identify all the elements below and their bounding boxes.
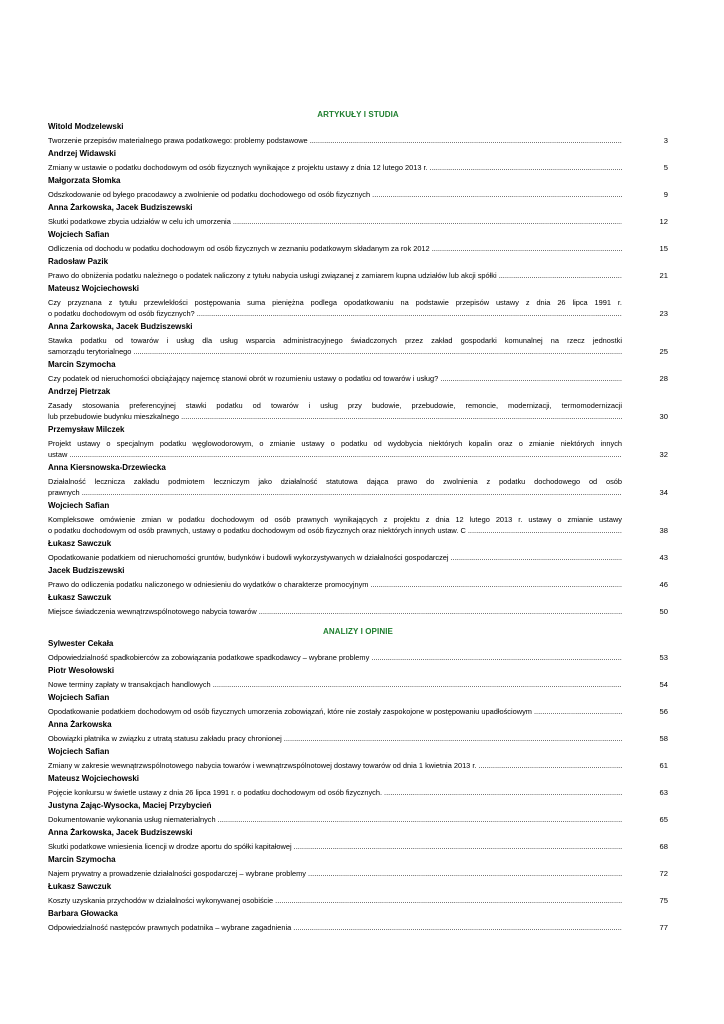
- entry-author: Marcin Szymocha: [48, 360, 116, 369]
- entry-title-line: Stawka podatku od towarów i usług dla usług wsparcia administracyjnego świadczonych przez zakład gospodarki komunalnej na rzecz jednostki: [48, 336, 622, 345]
- entry-title-line: samorządu terytorialnego .....: [48, 346, 622, 357]
- entry-title-line: Miejsce świadczenia wewnątrzwspólnotowego nabycia towarów .....: [48, 606, 622, 617]
- entry-author: Andrzej Pietrzak: [48, 387, 111, 396]
- entry-page-number: 75: [659, 896, 668, 905]
- entry-author: Łukasz Sawczuk: [48, 539, 112, 548]
- entry-author: Sylwester Cekała: [48, 639, 114, 648]
- section-heading: ARTYKUŁY I STUDIA: [317, 110, 399, 119]
- entry-title-line: o podatku dochodowym od osób fizycznych? .....: [48, 308, 622, 319]
- entry-page-number: 15: [659, 244, 668, 253]
- entry-page-number: 53: [659, 653, 668, 662]
- entry-title-line: Tworzenie przepisów materialnego prawa podatkowego: problemy podstawowe .....: [48, 135, 622, 146]
- entry-page-number: 21: [659, 271, 668, 280]
- entry-page-number: 5: [663, 163, 668, 172]
- entry-author: Anna Żarkowska, Jacek Budziszewski: [48, 203, 193, 212]
- entry-page-number: 61: [659, 761, 668, 770]
- entry-author: Radosław Pazik: [48, 257, 109, 266]
- entry-page-number: 34: [659, 488, 668, 497]
- entry-title-line: o podatku dochodowym od osób prawnych, ustawy o podatku dochodowym od osób fizycznych oraz niektórych innych ustaw. C .....: [48, 525, 622, 536]
- entry-author: Wojciech Safian: [48, 230, 110, 239]
- entry-author: Przemysław Milczek: [48, 425, 125, 434]
- entry-page-number: 68: [659, 842, 668, 851]
- entry-page-number: 30: [659, 412, 668, 421]
- entry-page-number: 3: [663, 136, 668, 145]
- entry-title-line: Zasady stosowania preferencyjnej stawki podatku od towarów i usług przy budowie, przebudowie, remoncie, modernizacji, termomodernizacji: [48, 401, 622, 410]
- entry-page-number: 28: [659, 374, 668, 383]
- entry-author: Mateusz Wojciechowski: [48, 284, 139, 293]
- entry-author: Małgorzata Słomka: [48, 176, 121, 185]
- entry-title-line: Dokumentowanie wykonania usług niematerialnych .....: [48, 814, 622, 825]
- entry-title-line: Odszkodowanie od byłego pracodawcy a zwolnienie od podatku dochodowego od osób fizycznych .....: [48, 189, 622, 200]
- entry-author: Wojciech Safian: [48, 501, 110, 510]
- entry-page-number: 46: [659, 580, 668, 589]
- section-heading: ANALIZY I OPINIE: [323, 627, 393, 636]
- entry-title-line: Nowe terminy zapłaty w transakcjach handlowych .....: [48, 679, 622, 690]
- entry-title-line: Czy podatek od nieruchomości obciążający najemcę stanowi obrót w rozumieniu ustawy o podatku od towarów i usług? .....: [48, 373, 622, 384]
- entry-title-line: Najem prywatny a prowadzenie działalności gospodarczej – wybrane problemy .....: [48, 868, 622, 879]
- entry-title-line: Prawo do odliczenia podatku naliczonego w odniesieniu do wydatków o charakterze promocyjnym .....: [48, 579, 622, 590]
- entry-title-line: Opodatkowanie podatkiem dochodowym od osób fizycznych umorzenia zobowiązań, które nie zostały zaspokojone w postępowaniu upadłościowym .....: [48, 706, 622, 717]
- entry-author: Wojciech Safian: [48, 693, 110, 702]
- entry-author: Wojciech Safian: [48, 747, 110, 756]
- entry-page-number: 50: [659, 607, 668, 616]
- entry-title-line: Skutki podatkowe zbycia udziałów w celu ich umorzenia .....: [48, 216, 622, 227]
- entry-title-line: Odpowiedzialność spadkobierców za zobowiązania podatkowe spadkodawcy – wybrane problemy .....: [48, 652, 622, 663]
- entry-author: Piotr Wesołowski: [48, 666, 115, 675]
- entry-author: Witold Modzelewski: [48, 122, 124, 131]
- entry-title-line: Kompleksowe omówienie zmian w podatku dochodowym od osób prawnych wynikających z projektu z dnia 12 lutego 2013 r. ustawy o zmianie ustawy: [48, 515, 622, 524]
- entry-title-line: Zmiany w zakresie wewnątrzwspólnotowego nabycia towarów i wewnątrzwspólnotowej dostawy towarów od dnia 1 kwietnia 2013 r. .....: [48, 760, 622, 771]
- entry-author: Łukasz Sawczuk: [48, 882, 112, 891]
- entry-title-line: lub przebudowie budynku mieszkalnego .....: [48, 411, 622, 422]
- entry-title-line: Koszty uzyskania przychodów w działalności wykonywanej osobiście .....: [48, 895, 622, 906]
- entry-title-line: Projekt ustawy o specjalnym podatku węglowodorowym, o zmianie ustawy o podatku od wydobycia niektórych kopalin oraz o zmianie niektórych innych: [48, 439, 622, 448]
- entry-page-number: 54: [659, 680, 668, 689]
- entry-page-number: 56: [659, 707, 668, 716]
- entry-page-number: 65: [659, 815, 668, 824]
- entry-author: Justyna Zając-Wysocka, Maciej Przybycień: [48, 801, 212, 810]
- entry-page-number: 63: [659, 788, 668, 797]
- entry-author: Anna Kiersnowska-Drzewiecka: [48, 463, 166, 472]
- entry-title-line: Odpowiedzialność następców prawnych podatnika – wybrane zagadnienia .....: [48, 922, 622, 933]
- entry-page-number: 77: [659, 923, 668, 932]
- entry-author: Anna Żarkowska, Jacek Budziszewski: [48, 828, 193, 837]
- entry-title-line: Opodatkowanie podatkiem od nieruchomości gruntów, budynków i budowli wykorzystywanych w działalności gospodarczej .....: [48, 552, 622, 563]
- entry-page-number: 58: [659, 734, 668, 743]
- entry-author: Anna Żarkowska: [48, 720, 112, 729]
- entry-page-number: 32: [659, 450, 668, 459]
- entry-author: Barbara Głowacka: [48, 909, 118, 918]
- entry-page-number: 43: [659, 553, 668, 562]
- entry-page-number: 72: [659, 869, 668, 878]
- entry-title-line: Zmiany w ustawie o podatku dochodowym od osób fizycznych wynikające z projektu ustawy z dnia 12 lutego 2013 r. .....: [48, 162, 622, 173]
- entry-title-line: Prawo do obniżenia podatku należnego o podatek naliczony z tytułu nabycia usługi związanej z zamiarem kupna udziałów lub akcji spółki .....: [48, 270, 622, 281]
- entry-author: Jacek Budziszewski: [48, 566, 125, 575]
- entry-author: Anna Żarkowska, Jacek Budziszewski: [48, 322, 193, 331]
- entry-title-line: Pojęcie konkursu w świetle ustawy z dnia 26 lipca 1991 r. o podatku dochodowym od osób fizycznych. .....: [48, 787, 622, 798]
- entry-author: Łukasz Sawczuk: [48, 593, 112, 602]
- entry-title-line: Odliczenia od dochodu w podatku dochodowym od osób fizycznych w zeznaniu podatkowym składanym za rok 2012 .....: [48, 243, 622, 254]
- entry-page-number: 25: [659, 347, 668, 356]
- entry-title-line: Skutki podatkowe wniesienia licencji w drodze aportu do spółki kapitałowej .....: [48, 841, 622, 852]
- entry-author: Andrzej Widawski: [48, 149, 116, 158]
- entry-page-number: 9: [663, 190, 668, 199]
- entry-title-line: ustaw .....: [48, 449, 622, 460]
- entry-title-line: Działalność lecznicza zakładu podmiotem leczniczym jako działalność statutowa dająca prawo do zwolnienia z podatku dochodowego od osób: [48, 477, 622, 486]
- entry-author: Marcin Szymocha: [48, 855, 116, 864]
- entry-page-number: 38: [659, 526, 668, 535]
- entry-author: Mateusz Wojciechowski: [48, 774, 139, 783]
- entry-page-number: 12: [659, 217, 668, 226]
- entry-title-line: Obowiązki płatnika w związku z utratą statusu zakładu pracy chronionej .....: [48, 733, 622, 744]
- entry-page-number: 23: [659, 309, 668, 318]
- entry-title-line: Czy przyznana z tytułu przewlekłości postępowania suma pieniężna podlega opodatkowaniu na podstawie przepisów ustawy z dnia 26 lipca 1991 r.: [48, 298, 622, 307]
- entry-title-line: prawnych .....: [48, 487, 622, 498]
